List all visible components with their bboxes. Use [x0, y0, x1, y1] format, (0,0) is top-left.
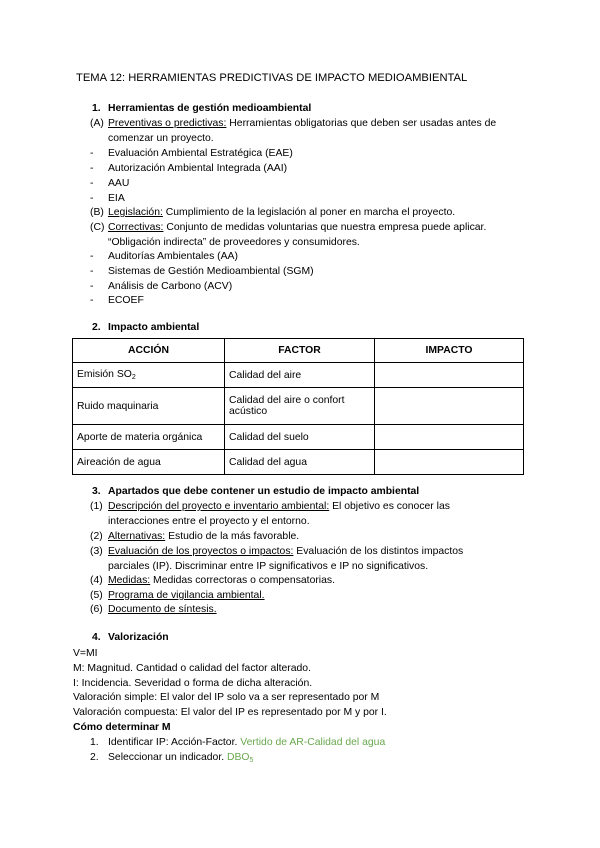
- cell-accion: Aireación de agua: [73, 450, 225, 475]
- table-row: [73, 363, 524, 388]
- list-item: - Auditorías Ambientales (AA): [90, 251, 238, 262]
- text-line: Valoración simple: El valor del IP solo va a ser representado por M: [73, 692, 380, 703]
- item-c: (C) Correctivas: Conjunto de medidas voluntarias que nuestra empresa puede aplicar.: [90, 222, 487, 233]
- list-item: - Sistemas de Gestión Medioambiental (SGM): [90, 266, 314, 277]
- list-item: - Análisis de Carbono (ACV): [90, 281, 233, 292]
- cell-factor: Calidad del aire o confort acústico: [225, 388, 375, 425]
- cell-factor: Calidad del aire: [225, 363, 375, 388]
- cell-impacto: [375, 450, 524, 475]
- text-line: I: Incidencia. Severidad o forma de dicha alteración.: [73, 678, 313, 689]
- list-item: - Autorización Ambiental Integrada (AAI): [90, 163, 288, 174]
- list-item-continuation: parciales (IP). Discriminar entre IP significativos e IP no significativos.: [108, 561, 429, 572]
- cell-accion: Ruido maquinaria: [73, 388, 225, 425]
- text-line: M: Magnitud. Cantidad o calidad del factor alterado.: [73, 663, 311, 674]
- cell-impacto: [375, 425, 524, 450]
- table-row: [73, 388, 524, 425]
- page-title: TEMA 12: HERRAMIENTAS PREDICTIVAS DE IMPACTO MEDIOAMBIENTAL: [76, 72, 468, 84]
- impact-table: [72, 338, 524, 475]
- table-row: [73, 450, 524, 475]
- list-item: 2. Seleccionar un indicador. $DBO_5$: [90, 752, 254, 764]
- list-item-continuation: interacciones entre el proyecto y el entorno.: [108, 516, 310, 527]
- section-3-heading: 3. Apartados que debe contener un estudio de impacto ambiental: [92, 486, 420, 497]
- cell-accion: Aporte de materia orgánica: [73, 425, 225, 450]
- cell-impacto: [375, 363, 524, 388]
- item-b: (B) Legislación: Cumplimiento de la legislación al poner en marcha el proyecto.: [90, 207, 456, 218]
- item-a-continuation: comenzar un proyecto.: [108, 133, 214, 144]
- column-header-impacto: IMPACTO: [375, 339, 524, 363]
- list-item: (6) Documento de síntesis.: [90, 604, 217, 615]
- column-header-accion: ACCIÓN: [73, 339, 225, 363]
- list-item: - AAU: [90, 178, 130, 189]
- text-line: Valoración compuesta: El valor del IP es representado por M y por I.: [73, 707, 387, 718]
- subheading: Cómo determinar M: [73, 722, 171, 733]
- section-4-heading: 4. Valorización: [92, 632, 169, 643]
- formula-line: V=MI: [73, 648, 98, 659]
- list-item: - Evaluación Ambiental Estratégica (EAE): [90, 148, 293, 159]
- cell-accion: Emisión $SO_2$: [73, 363, 225, 388]
- cell-factor: Calidad del suelo: [225, 425, 375, 450]
- table-row: [73, 425, 524, 450]
- item-a: (A) Preventivas o predictivas: Herramientas obligatorias que deben ser usadas antes de: [90, 118, 497, 129]
- list-item: (3) Evaluación de los proyectos o impactos: Evaluación de los distintos impactos: [90, 546, 464, 557]
- list-item: (2) Alternativas: Estudio de la más favorable.: [90, 531, 300, 542]
- list-item: 1. Identificar IP: Acción-Factor. Vertido de AR-Calidad del agua: [90, 737, 386, 748]
- list-item: - EIA: [90, 193, 125, 204]
- cell-impacto: [375, 388, 524, 425]
- list-item: - ECOEF: [90, 295, 144, 306]
- column-header-factor: FACTOR: [225, 339, 375, 363]
- section-2-heading: 2. Impacto ambiental: [92, 322, 200, 333]
- table-header-row: [73, 339, 524, 363]
- list-item: (5) Programa de vigilancia ambiental.: [90, 590, 265, 601]
- cell-factor: Calidad del agua: [225, 450, 375, 475]
- list-item: (1) Descripción del proyecto e inventario ambiental: El objetivo es conocer las: [90, 501, 450, 512]
- item-c-continuation: “Obligación indirecta” de proveedores y consumidores.: [108, 237, 360, 248]
- section-1-heading: 1. Herramientas de gestión medioambiental: [92, 103, 312, 114]
- list-item: (4) Medidas: Medidas correctoras o compensatorias.: [90, 575, 335, 586]
